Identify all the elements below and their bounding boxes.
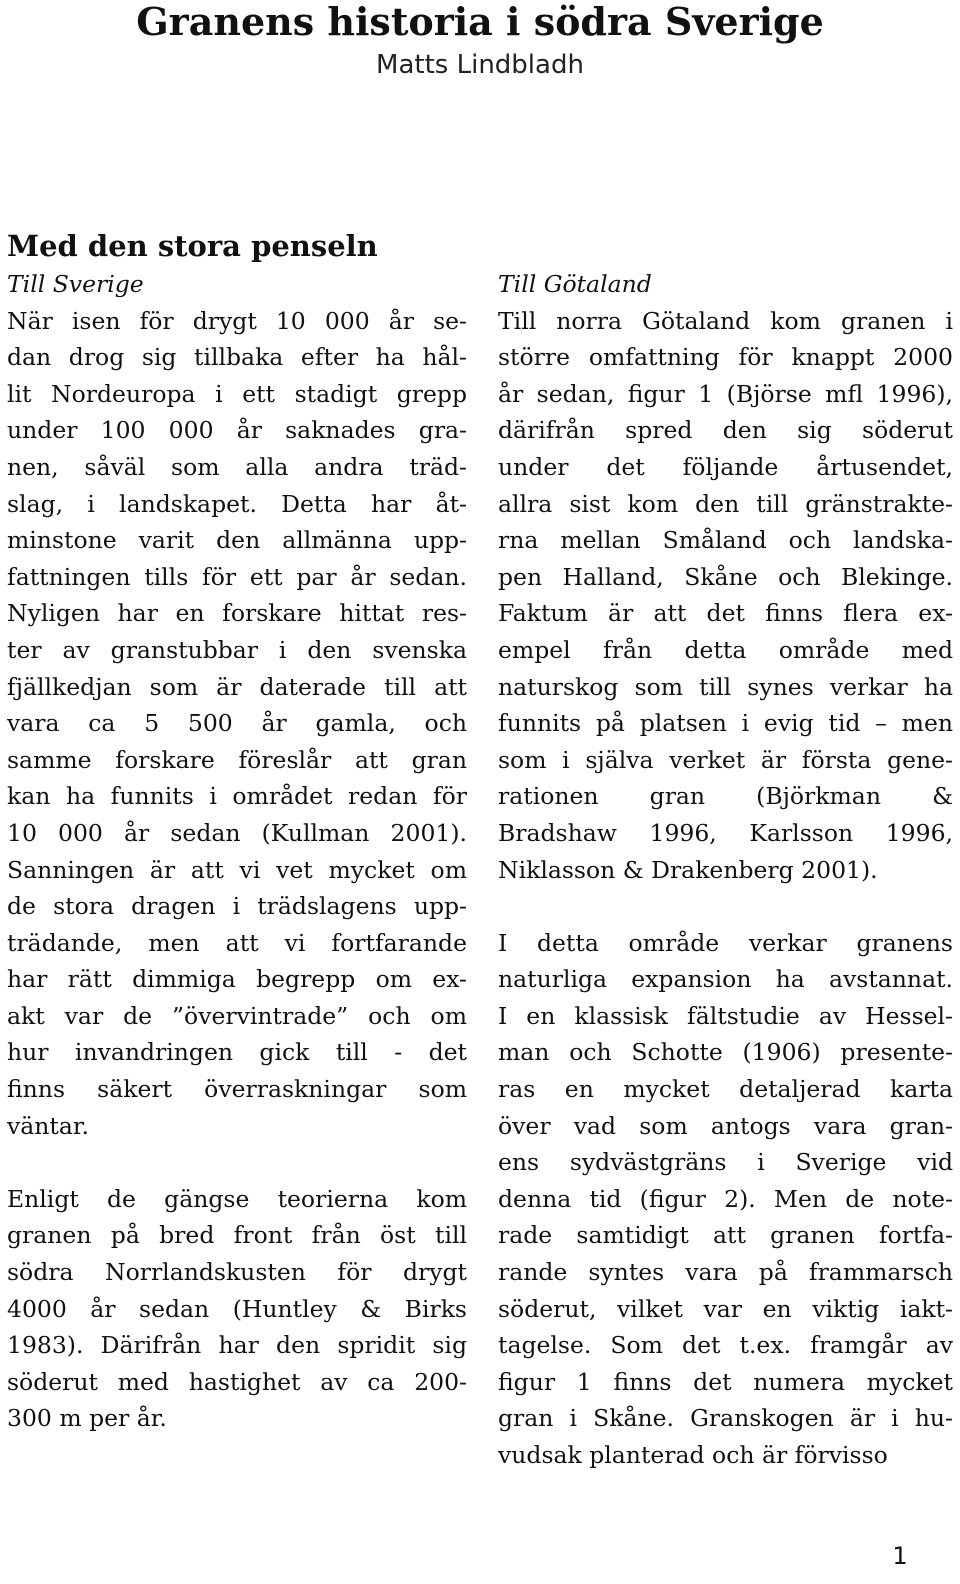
text-line: naturskog som till synes verkar ha xyxy=(498,672,953,701)
document-title: Granens historia i södra Sverige xyxy=(136,0,824,44)
text-line: När isen för drygt 10 000 år se- xyxy=(7,306,467,335)
text-line: hur invandringen gick till - det xyxy=(7,1038,467,1067)
text-line: rande syntes vara på frammarsch xyxy=(498,1258,953,1287)
text-line: rationen gran (Björkman & xyxy=(498,782,953,811)
text-line: 10 000 år sedan (Kullman 2001). xyxy=(7,818,467,847)
text-line: dan drog sig tillbaka efter ha hål- xyxy=(7,343,467,372)
text-line: rade samtidigt att granen fortfa- xyxy=(498,1221,953,1250)
text-line: man och Schotte (1906) presente- xyxy=(498,1038,953,1067)
text-line: söderut, vilket var en viktig iakt- xyxy=(498,1294,953,1323)
left-column xyxy=(7,226,467,1437)
text-line: rna mellan Småland och landska- xyxy=(498,526,953,555)
text-line: kan ha funnits i området redan för xyxy=(7,782,467,811)
text-line: 4000 år sedan (Huntley & Birks xyxy=(7,1294,467,1323)
text-line: under det följande årtusendet, xyxy=(498,452,953,481)
text-line: Enligt de gängse teorierna kom xyxy=(7,1184,467,1213)
text-line: 1983). Därifrån har den spridit sig xyxy=(7,1331,467,1360)
text-line: större omfattning för knappt 2000 xyxy=(498,343,953,372)
text-line: denna tid (figur 2). Men de note- xyxy=(498,1184,953,1213)
text-line: som i själva verket är första gene- xyxy=(498,745,953,774)
text-line: år sedan, figur 1 (Björse mfl 1996), xyxy=(498,379,953,408)
right-paragraph-1 xyxy=(498,303,953,889)
text-line: figur 1 finns det numera mycket xyxy=(498,1367,953,1396)
text-line: söderut med hastighet av ca 200- xyxy=(7,1367,467,1396)
text-line: akt var de ”övervintrade” och om xyxy=(7,1001,467,1030)
text-line: funnits på platsen i evig tid – men xyxy=(498,709,953,738)
page-number: 1 xyxy=(892,1542,908,1570)
text-line: Bradshaw 1996, Karlsson 1996, xyxy=(498,818,953,847)
text-line: gran i Skåne. Granskogen är i hu- xyxy=(498,1404,953,1433)
text-line: de stora dragen i trädslagens upp- xyxy=(7,892,467,921)
text-line: trädande, men att vi fortfarande xyxy=(7,928,467,957)
text-line: ras en mycket detaljerad karta xyxy=(498,1075,953,1104)
text-line: vudsak planterad och är förvisso xyxy=(498,1441,888,1469)
text-line: finns säkert överraskningar som xyxy=(7,1075,467,1104)
text-line: vara ca 5 500 år gamla, och xyxy=(7,709,467,738)
left-paragraph-1 xyxy=(7,303,467,1145)
text-line: 300 m per år. xyxy=(7,1404,167,1433)
text-line: Sanningen är att vi vet mycket om xyxy=(7,855,467,884)
text-line: granen på bred front från öst till xyxy=(7,1221,467,1250)
text-line: Nyligen har en forskare hittat res- xyxy=(7,599,467,628)
text-line: tagelse. Som det t.ex. framgår av xyxy=(498,1331,953,1360)
text-line: allra sist kom den till gränstrakte- xyxy=(498,489,953,518)
document-author: Matts Lindbladh xyxy=(376,50,584,80)
text-line: Till norra Götaland kom granen i xyxy=(498,306,953,335)
text-line: minstone varit den allmänna upp- xyxy=(7,526,467,555)
paragraph-gap xyxy=(7,1144,467,1181)
text-line: fattningen tills för ett par år sedan. xyxy=(7,562,467,591)
text-line: fjällkedjan som är daterade till att xyxy=(7,672,467,701)
text-line: samme forskare föreslår att gran xyxy=(7,745,467,774)
text-line: södra Norrlandskusten för drygt xyxy=(7,1258,467,1287)
text-line: har rätt dimmiga begrepp om ex- xyxy=(7,965,467,994)
left-paragraph-2 xyxy=(7,1181,467,1437)
text-line: empel från detta område med xyxy=(498,635,953,664)
text-line: Faktum är att det finns flera ex- xyxy=(498,599,953,628)
right-column xyxy=(498,266,953,1474)
text-line: lit Nordeuropa i ett stadigt grepp xyxy=(7,379,467,408)
paragraph-gap xyxy=(498,888,953,925)
text-line: pen Halland, Skåne och Blekinge. xyxy=(498,562,953,591)
text-line: nen, såväl som alla andra träd- xyxy=(7,452,467,481)
text-line: ter av granstubbar i den svenska xyxy=(7,635,467,664)
text-line: därifrån spred den sig söderut xyxy=(498,416,953,445)
text-line: I detta område verkar granens xyxy=(498,928,953,957)
text-line: slag, i landskapet. Detta har åt- xyxy=(7,489,467,518)
text-line: Niklasson & Drakenberg 2001). xyxy=(498,855,878,884)
section-heading: Med den stora penseln xyxy=(7,229,378,263)
text-line: naturliga expansion ha avstannat. xyxy=(498,965,953,994)
text-line: under 100 000 år saknades gra- xyxy=(7,416,467,445)
section-subheading-gotaland: Till Götaland xyxy=(498,270,652,298)
text-line: väntar. xyxy=(7,1111,89,1140)
text-line: I en klassisk fältstudie av Hessel- xyxy=(498,1001,953,1030)
text-line: ens sydvästgräns i Sverige vid xyxy=(498,1148,953,1177)
right-paragraph-2 xyxy=(498,925,953,1474)
section-subheading-sverige: Till Sverige xyxy=(7,270,144,298)
text-line: över vad som antogs vara gran- xyxy=(498,1111,953,1140)
